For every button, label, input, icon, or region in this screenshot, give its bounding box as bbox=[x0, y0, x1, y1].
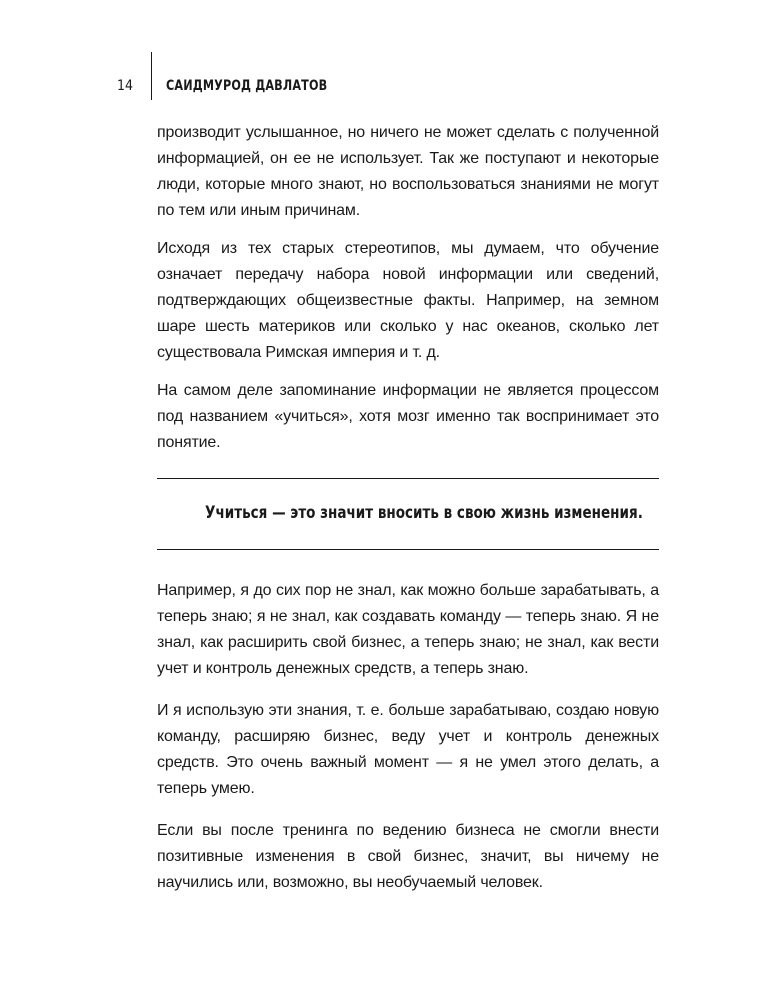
pull-quote-rule-top bbox=[157, 478, 659, 479]
paragraph-text: Если вы после тренинга по ведению бизнеса не смогли внести позитивные изменения в свой бизнес, значит, вы ничему не научились или, возможно, вы необучаемый человек. bbox=[157, 822, 659, 891]
paragraph-2 bbox=[157, 236, 659, 366]
paragraph-text: На самом деле запоминание информации не является процессом под названием «учиться», хотя мозг именно так воспринимает это понятие. bbox=[157, 382, 659, 451]
paragraph-4 bbox=[157, 578, 659, 682]
running-header bbox=[117, 72, 368, 100]
paragraph-text: производит услышанное, но ничего не может сделать с полученной информацией, он ее не использует. Так же поступают и некоторые люди, которые много знают, но воспользоваться знаниями не могут по тем или иным причинам. bbox=[157, 124, 659, 219]
author-name: САИДМУРОД ДАВЛАТОВ bbox=[166, 78, 328, 94]
pull-quote-rule-bottom bbox=[157, 549, 659, 550]
page-number: 14 bbox=[117, 78, 134, 94]
paragraph-text: Исходя из тех старых стереотипов, мы думаем, что обучение означает передачу набора новой информации или сведений, подтверждающих общеизвестные факты. Например, на земном шаре шесть материков или сколько у нас океанов, сколько лет существовала Римская империя и т. д. bbox=[157, 240, 659, 361]
pull-quote-text: Учиться — это значит вносить в свою жизнь изменения. bbox=[205, 503, 643, 522]
pull-quote bbox=[157, 500, 659, 526]
header-divider bbox=[151, 52, 152, 100]
paragraph-text: И я использую эти знания, т. е. больше зарабатываю, создаю новую команду, расширяю бизнес, веду учет и контроль денежных средств. Это очень важный момент — я не умел этого делать, а теперь умею. bbox=[157, 702, 659, 797]
paragraph-3 bbox=[157, 378, 659, 456]
paragraph-6 bbox=[157, 818, 659, 896]
paragraph-1 bbox=[157, 120, 659, 224]
paragraph-text: Например, я до сих пор не знал, как можно больше зарабатывать, а теперь знаю; я не знал, как создавать команду — теперь знаю. Я не знал, как расширить свой бизнес, а теперь знаю; не знал, как вести учет и контроль денежных средств, а теперь знаю. bbox=[157, 582, 659, 677]
paragraph-5 bbox=[157, 698, 659, 802]
